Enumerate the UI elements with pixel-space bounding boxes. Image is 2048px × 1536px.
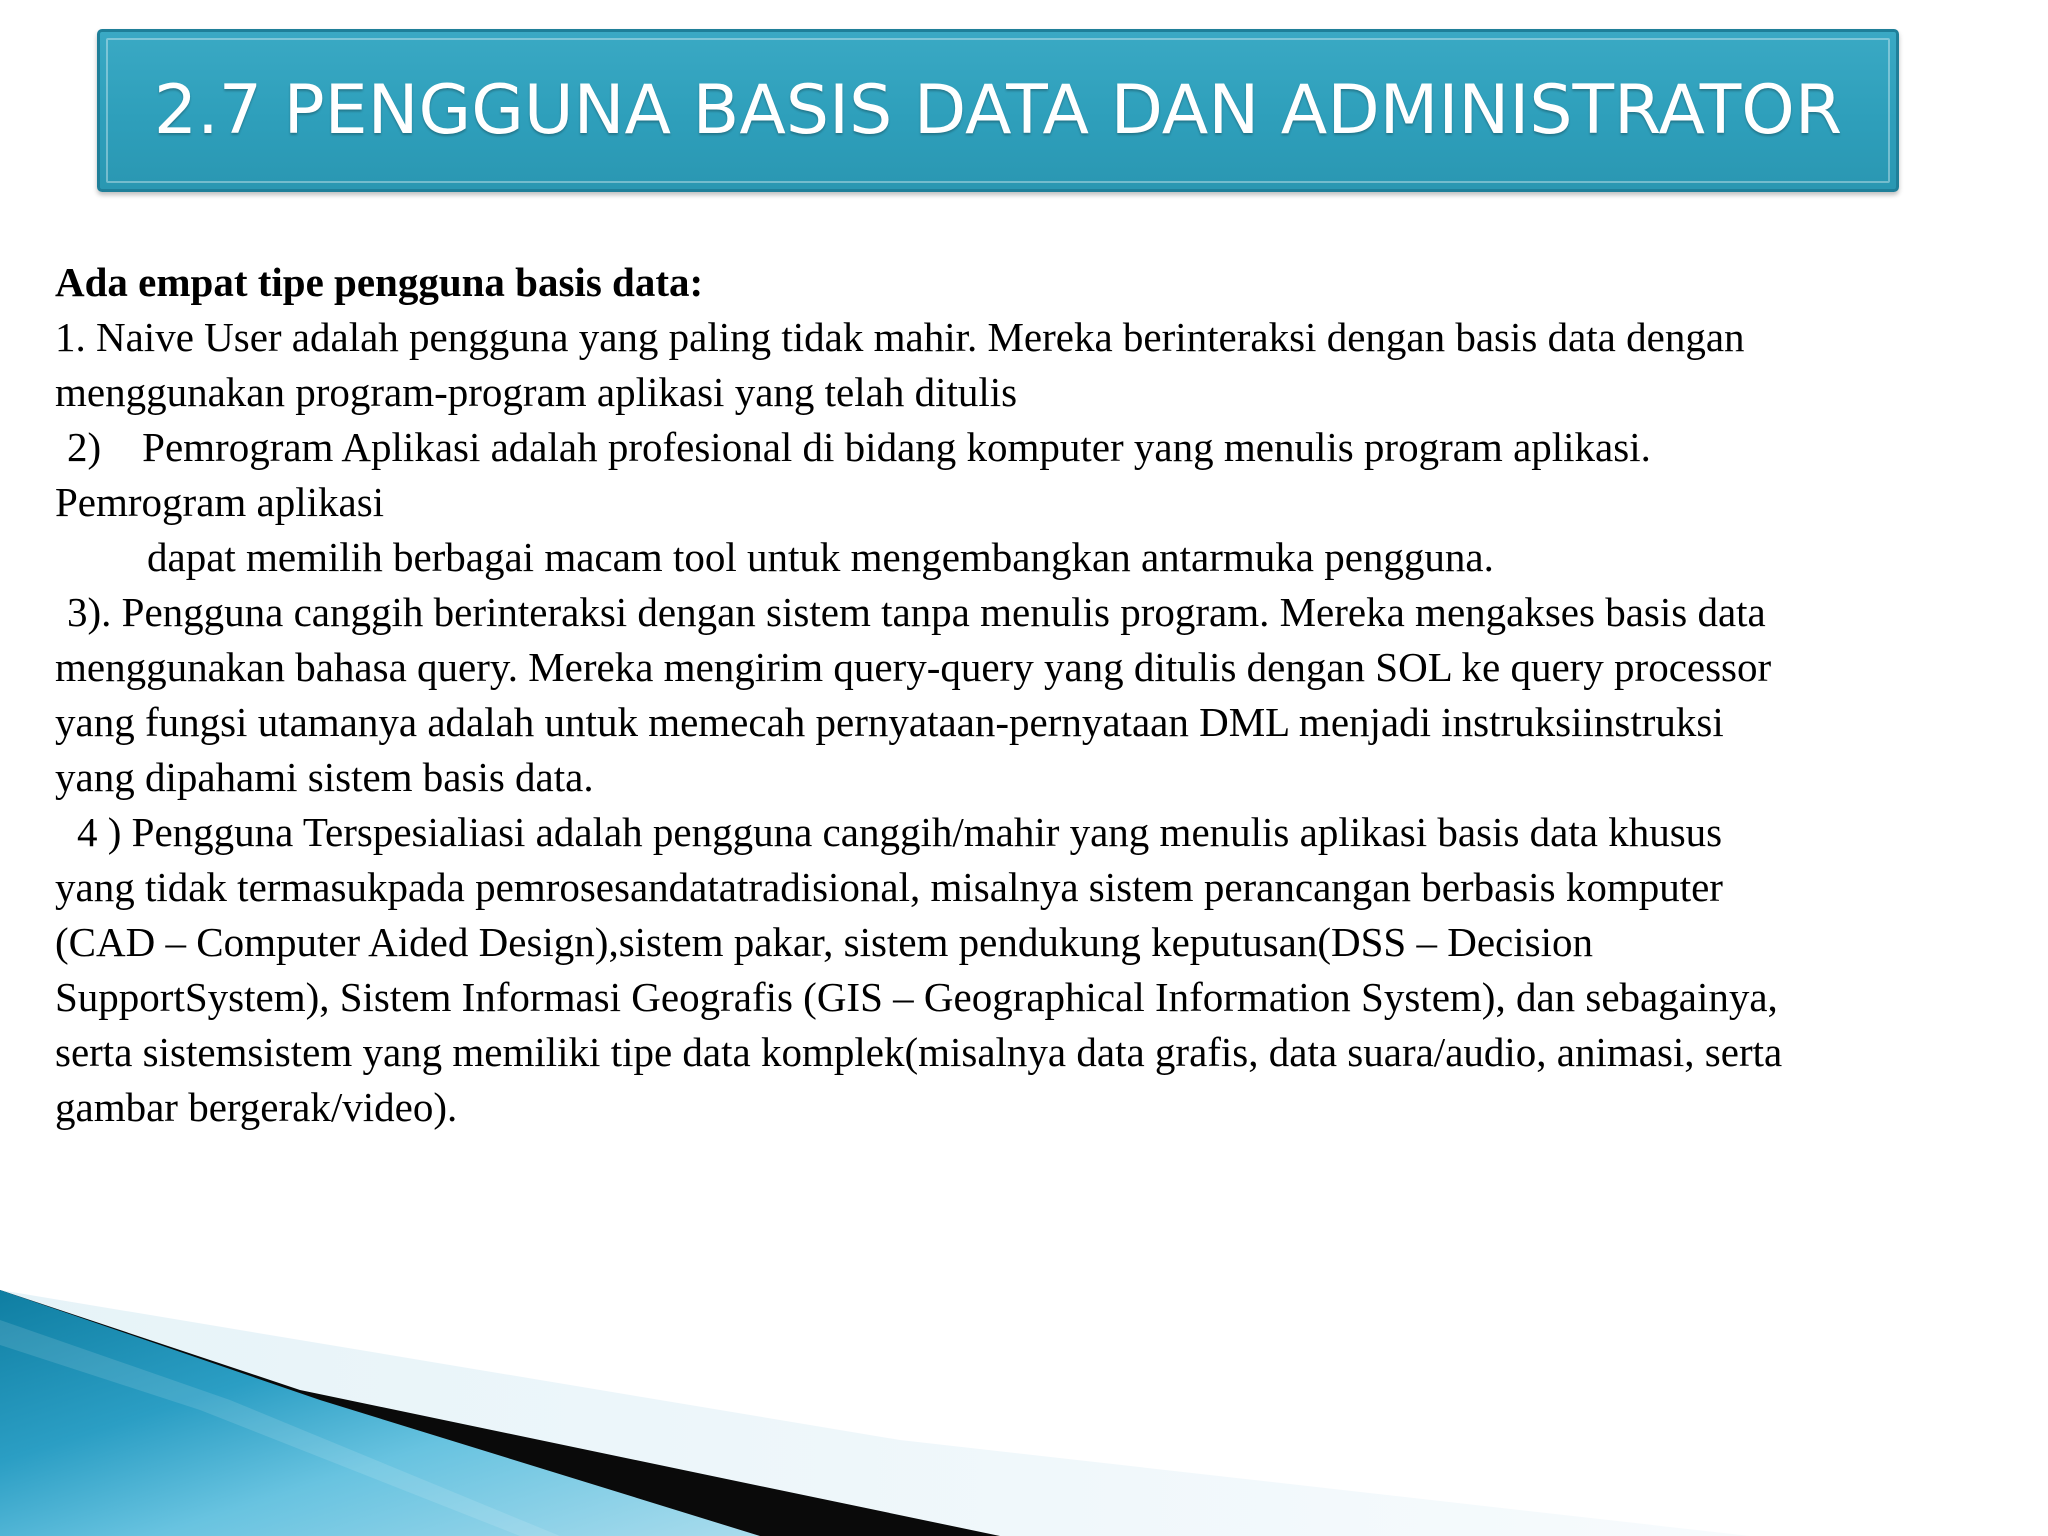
body-line: menggunakan bahasa query. Mereka mengirim query-query yang ditulis dengan SOL ke query processor (55, 644, 1772, 690)
body-line: gambar bergerak/video). (55, 1084, 458, 1130)
body-line: yang tidak termasukpada pemrosesandatatradisional, misalnya sistem perancangan berbasis komputer (55, 864, 1723, 910)
body-line: menggunakan program-program aplikasi yang telah ditulis (55, 369, 1018, 415)
body-line: serta sistemsistem yang memiliki tipe data komplek(misalnya data grafis, data suara/audio, animasi, serta (55, 1029, 1783, 1075)
title-banner (97, 29, 1899, 192)
body-heading: Ada empat tipe pengguna basis data: (55, 259, 704, 305)
body-line: 2) Pemrogram Aplikasi adalah profesional di bidang komputer yang menulis program aplikasi. (67, 424, 1651, 470)
body-line: 1. Naive User adalah pengguna yang paling tidak mahir. Mereka berinteraksi dengan basis data dengan (55, 314, 1745, 360)
body-line: SupportSystem), Sistem Informasi Geografis (GIS – Geographical Information System), dan sebagainya, (55, 974, 1778, 1020)
body-line: dapat memilih berbagai macam tool untuk mengembangkan antarmuka pengguna. (147, 534, 1494, 580)
body-line: yang dipahami sistem basis data. (55, 754, 594, 800)
decorative-swoosh (0, 1290, 2048, 1536)
body-line: (CAD – Computer Aided Design),sistem pakar, sistem pendukung keputusan(DSS – Decision (55, 919, 1593, 965)
body-line: 4 ) Pengguna Terspesialiasi adalah pengguna canggih/mahir yang menulis aplikasi basis data khusus (77, 809, 1723, 855)
slide-title: 2.7 PENGGUNA BASIS DATA DAN ADMINISTRATOR (153, 71, 1843, 150)
body-line: 3). Pengguna canggih berinteraksi dengan sistem tanpa menulis program. Mereka mengakses basis data (67, 589, 1766, 635)
body-line: Pemrogram aplikasi (55, 479, 385, 525)
slide-body (55, 255, 2015, 1135)
body-line: yang fungsi utamanya adalah untuk memecah pernyataan-pernyataan DML menjadi instruksiinstruksi (55, 699, 1724, 745)
